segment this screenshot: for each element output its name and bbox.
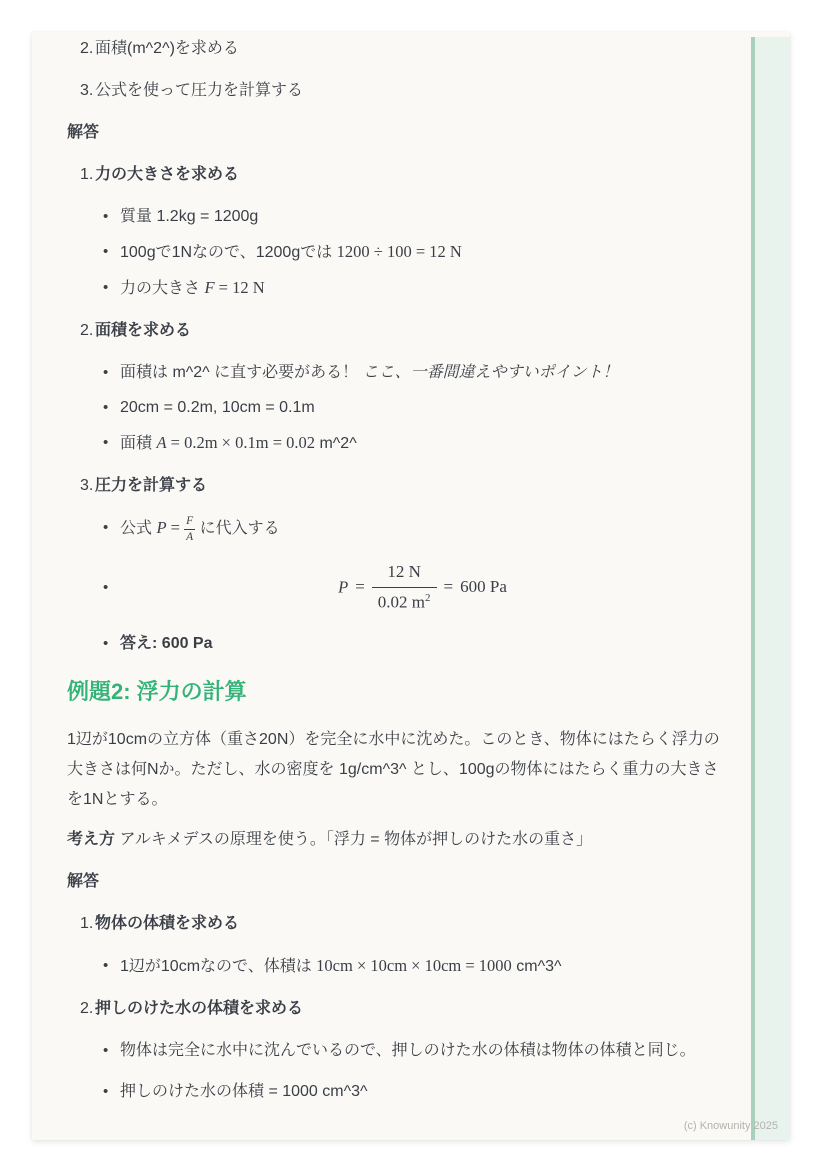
solution-step-2 [67,318,725,344]
ex2-step1-bullets [103,953,725,980]
fraction-numerator: 12 N [387,562,421,582]
copyright-watermark: (c) Knowunity 2025 [683,1120,778,1132]
text-run: cm^3^ [511,957,562,975]
document-page [32,32,790,1140]
answer-word: 答え [120,634,153,652]
bullet-text: 物体は完全に水中に沈んでいるので、押しのけた水の体積は物体の体積と同じ。 [120,1041,696,1059]
math-variable: F [204,278,215,297]
bullet-item [103,1079,725,1105]
step-title: 面積を求める [95,322,192,339]
bullet-item [103,953,725,980]
step-number: 2. [80,322,94,339]
bullet-item [103,204,725,230]
solution2-step-2 [67,996,725,1022]
bullet-text [120,275,725,302]
pressure-equation [338,560,507,614]
display-fraction [372,560,437,614]
bullet-item [103,360,725,386]
bullet-item [103,275,725,302]
denominator-text: 0.02 m [377,592,426,612]
math-variable: P [156,518,167,538]
bullet-text [120,515,725,544]
step-text: 面積(m^2^)を求める [95,40,239,57]
solution-step-3 [67,473,725,499]
list-item-step3 [67,78,725,104]
example2-heading: 例題2: 浮力の計算 [67,678,247,704]
step3-bullets [103,515,725,544]
step2-bullets [103,360,725,457]
text-run: 公式 [120,520,157,538]
step-number: 2. [80,999,94,1017]
bullet-item [103,395,725,421]
list-item-step2 [67,36,725,62]
superscript-2: 2 [425,591,431,604]
text-run: 1辺が10cmなので、体積は [120,957,317,975]
bullet-text [120,953,725,980]
bullet-text [120,360,725,386]
bullet-item [103,631,725,657]
bullet-dot-icon: • [103,279,109,296]
bullet-text [120,239,725,266]
bullet-text: 押しのけた水の体積 = 1000 cm^3^ [120,1082,368,1100]
bullet-text [120,430,725,457]
solution2-step-1 [67,911,725,937]
hint-label: 考え方 [67,830,116,848]
step-title: 押しのけた水の体積を求める [95,999,304,1017]
ex2-step2-bullets [103,1038,725,1105]
hint-text: アルキメデスの原理を使う。「浮力 = 物体が押しのけた水の重さ」 [115,830,593,848]
bullet-item [103,1038,725,1064]
equation-wrap [120,560,725,614]
answer-label-2: 解答 [67,872,100,890]
bullet-dot-icon: • [103,243,109,260]
text-run: 100gで1Nなので、1200gでは [120,244,337,261]
text-run: 面積 [120,435,157,452]
bullet-item [103,430,725,457]
bullet-text: 質量 1.2kg = 1200g [120,208,259,225]
equation-result: 600 Pa [460,577,507,597]
final-answer-text [120,631,725,657]
bullet-item [103,239,725,266]
step-number: 1. [80,914,94,932]
equation-bullet [103,560,725,614]
step-number: 3. [80,82,94,99]
step-number: 1. [80,166,94,183]
answer-bullet-list [103,631,725,657]
bullet-item [103,515,725,544]
bullet-dot-icon: • [103,956,109,974]
text-run: m^2^ [315,435,357,452]
math-run: = [166,518,185,538]
bullet-dot-icon: • [103,434,109,451]
italic-run: ここ、一番間違えやすいポイント！ [362,364,619,381]
math-run: = 12 N [214,278,265,297]
math-run: 1200 ÷ 100 = 12 N [336,242,462,261]
fraction-denominator: A [186,531,194,544]
bullet-dot-icon: • [103,634,109,652]
math-variable: P [338,577,349,597]
step-number: 2. [80,40,94,57]
equals-sign: = [443,577,454,597]
bullet-dot-icon: • [103,519,109,536]
answer-value: : 600 Pa [152,634,213,652]
step-title: 圧力を計算する [95,477,208,494]
text-run: 力の大きさ [120,280,205,297]
bullet-text: 20cm = 0.2m, 10cm = 0.1m [120,399,315,416]
math-variable: A [156,433,167,452]
problem-statement: 1辺が10cmの立方体（重さ20N）を完全に水中に沈めた。このとき、物体にはたらく浮力の大きさは何Nか。ただし、水の密度を 1g/cm^3^ とし、100gの物体にはたらく重力の大きさを1Nとする。 [67,730,720,808]
fraction-numerator: F [184,515,195,530]
text-run: に代入する [195,520,280,538]
equals-sign: = [355,577,365,597]
text-run: 面積は m^2^ に直す必要がある！ [120,364,363,381]
math-run: 10cm × 10cm × 10cm = 1000 [316,955,512,975]
bullet-dot-icon: • [103,364,109,381]
inline-fraction [184,515,195,544]
step-title: 物体の体積を求める [95,914,240,932]
step-text: 公式を使って圧力を計算する [95,82,304,99]
math-run: = 0.2m × 0.1m = 0.02 [166,433,316,452]
bullet-dot-icon: • [103,578,109,596]
bullet-dot-icon: • [103,1041,109,1059]
bullet-dot-icon: • [103,1082,109,1100]
fraction-denominator [372,587,437,615]
solution-step-1 [67,162,725,188]
step-title: 力の大きさを求める [95,166,240,183]
bullet-dot-icon: • [103,399,109,416]
hint-line [67,827,725,853]
bullet-dot-icon: • [103,208,109,225]
step-number: 3. [80,477,94,494]
answer-label-1: 解答 [67,124,100,141]
page-content [32,32,790,1105]
step1-bullets [103,204,725,302]
